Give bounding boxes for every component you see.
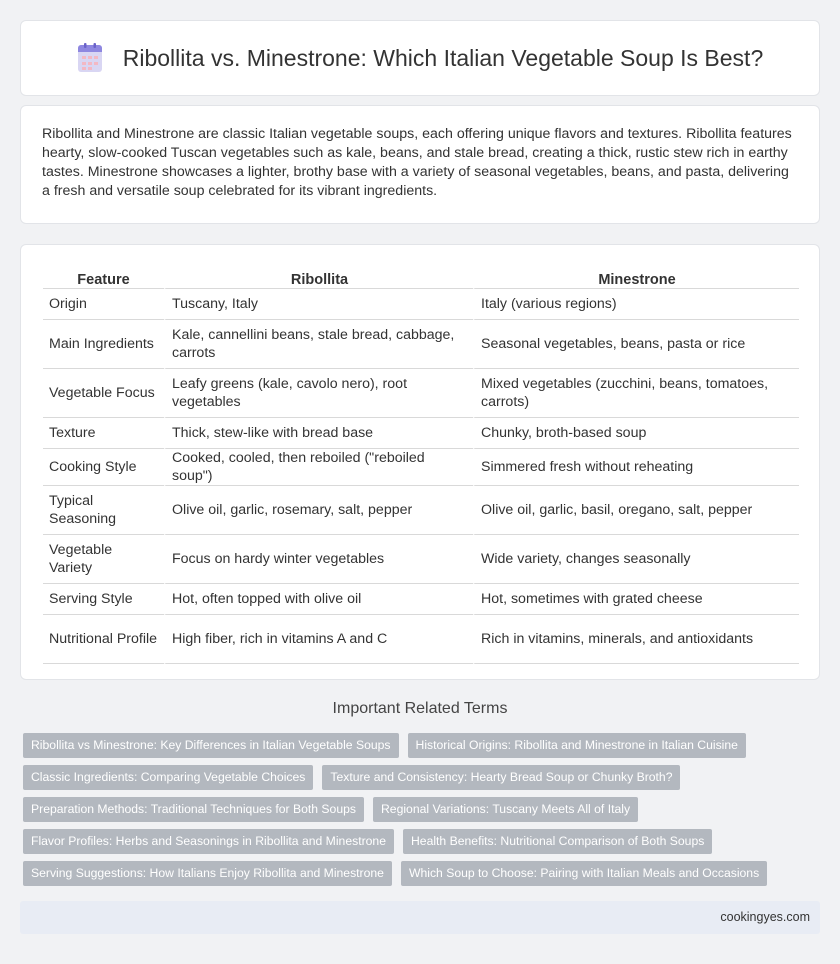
table-row — [43, 615, 799, 664]
related-term-tag[interactable]: Flavor Profiles: Herbs and Seasonings in Ribollita and Minestrone — [23, 829, 394, 854]
ribollita-cell: High fiber, rich in vitamins A and C — [164, 615, 473, 664]
feature-cell: Origin — [43, 289, 164, 320]
table-row — [43, 320, 799, 369]
tag-row — [23, 765, 823, 790]
tag-row — [23, 733, 823, 758]
feature-cell: Vegetable Focus — [43, 369, 164, 418]
ribollita-cell: Hot, often topped with olive oil — [164, 584, 473, 615]
related-term-tag[interactable]: Preparation Methods: Traditional Techniques for Both Soups — [23, 797, 364, 822]
related-term-tag[interactable]: Which Soup to Choose: Pairing with Italian Meals and Occasions — [401, 861, 767, 886]
table-header-row — [43, 264, 799, 289]
ribollita-cell: Thick, stew-like with bread base — [164, 418, 473, 449]
feature-cell: Typical Seasoning — [43, 486, 164, 535]
table-row — [43, 486, 799, 535]
comparison-table — [43, 264, 799, 664]
table-row — [43, 584, 799, 615]
tag-row — [23, 861, 823, 886]
related-term-tag[interactable]: Historical Origins: Ribollita and Minestrone in Italian Cuisine — [408, 733, 746, 758]
table-row — [43, 369, 799, 418]
intro-paragraph: Ribollita and Minestrone are classic Italian vegetable soups, each offering unique flavors and textures. Ribollita features hearty, slow-cooked Tuscan vegetables such as kale, beans, and stale bread, creating a thick, rustic stew rich in earthy tastes. Minestrone showcases a lighter, brothy base with a variety of seasonal vegetables, beans, and pasta, delivering a fresh and versatile soup celebrated for its vibrant ingredients. — [42, 126, 792, 199]
related-terms-title: Important Related Terms — [332, 700, 508, 717]
ribollita-cell: Focus on hardy winter vegetables — [164, 535, 473, 584]
table-row — [43, 418, 799, 449]
minestrone-cell: Rich in vitamins, minerals, and antioxidants — [473, 615, 799, 664]
related-term-tag[interactable]: Ribollita vs Minestrone: Key Differences in Italian Vegetable Soups — [23, 733, 399, 758]
title-card — [20, 20, 820, 96]
ribollita-cell: Olive oil, garlic, rosemary, salt, pepper — [164, 486, 473, 535]
feature-cell: Main Ingredients — [43, 320, 164, 369]
minestrone-cell: Chunky, broth-based soup — [473, 418, 799, 449]
document-icon — [77, 43, 103, 73]
feature-cell: Texture — [43, 418, 164, 449]
table-row — [43, 289, 799, 320]
related-term-tag[interactable]: Classic Ingredients: Comparing Vegetable Choices — [23, 765, 313, 790]
related-term-tag[interactable]: Serving Suggestions: How Italians Enjoy Ribollita and Minestrone — [23, 861, 392, 886]
table-row — [43, 449, 799, 486]
related-terms-list — [23, 733, 823, 893]
minestrone-cell: Italy (various regions) — [473, 289, 799, 320]
tag-row — [23, 797, 823, 822]
minestrone-cell: Hot, sometimes with grated cheese — [473, 584, 799, 615]
related-term-tag[interactable]: Health Benefits: Nutritional Comparison of Both Soups — [403, 829, 712, 854]
footer — [20, 901, 820, 934]
header-feature: Feature — [43, 264, 164, 289]
footer-site-link[interactable]: cookingyes.com — [720, 910, 810, 924]
table-row — [43, 535, 799, 584]
feature-cell: Serving Style — [43, 584, 164, 615]
ribollita-cell: Tuscany, Italy — [164, 289, 473, 320]
related-term-tag[interactable]: Texture and Consistency: Hearty Bread Soup or Chunky Broth? — [322, 765, 680, 790]
minestrone-cell: Simmered fresh without reheating — [473, 449, 799, 486]
intro-card — [20, 105, 820, 224]
minestrone-cell: Mixed vegetables (zucchini, beans, tomatoes, carrots) — [473, 369, 799, 418]
header-ribollita: Ribollita — [164, 264, 473, 289]
ribollita-cell: Cooked, cooled, then reboiled ("reboiled soup") — [164, 449, 473, 486]
ribollita-cell: Kale, cannellini beans, stale bread, cabbage, carrots — [164, 320, 473, 369]
ribollita-cell: Leafy greens (kale, cavolo nero), root vegetables — [164, 369, 473, 418]
comparison-table-card — [20, 244, 820, 680]
related-term-tag[interactable]: Regional Variations: Tuscany Meets All of Italy — [373, 797, 638, 822]
minestrone-cell: Wide variety, changes seasonally — [473, 535, 799, 584]
header-minestrone: Minestrone — [473, 264, 799, 289]
tag-row — [23, 829, 823, 854]
minestrone-cell: Seasonal vegetables, beans, pasta or rice — [473, 320, 799, 369]
minestrone-cell: Olive oil, garlic, basil, oregano, salt, pepper — [473, 486, 799, 535]
feature-cell: Cooking Style — [43, 449, 164, 486]
page-title: Ribollita vs. Minestrone: Which Italian Vegetable Soup Is Best? — [122, 44, 764, 71]
feature-cell: Nutritional Profile — [43, 615, 164, 664]
feature-cell: Vegetable Variety — [43, 535, 164, 584]
